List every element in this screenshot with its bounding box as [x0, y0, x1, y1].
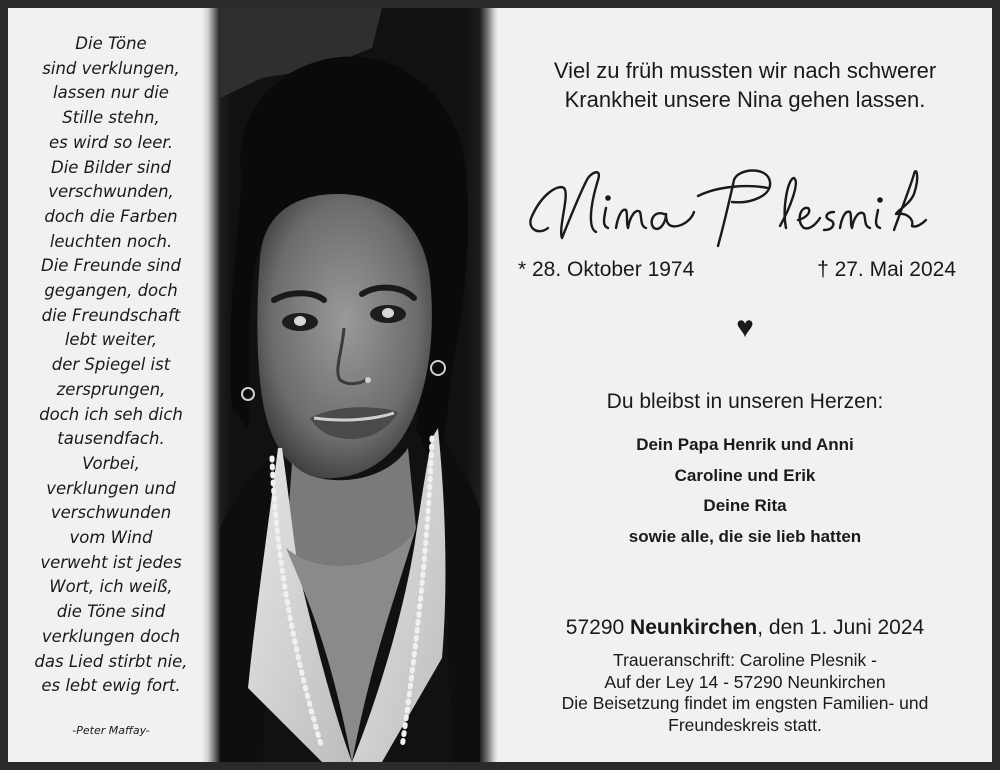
poem-line: leuchten noch.	[49, 231, 173, 251]
poem-line: lassen nur die	[53, 83, 169, 103]
address-line: Freundeskreis statt.	[668, 714, 822, 735]
obituary-card	[8, 8, 992, 762]
poem-line: verweht ist jedes	[40, 552, 182, 572]
poem-line: lebt weiter,	[64, 330, 158, 350]
address-line: Die Beisetzung findet im engsten Familien- und	[561, 693, 929, 713]
poem-line: Stille stehn,	[62, 108, 160, 128]
intro-text	[498, 56, 992, 114]
poem-line: sind verklungen,	[42, 58, 180, 78]
poem-line: vom Wind	[69, 528, 153, 548]
poem-line: es lebt ewig fort.	[41, 676, 181, 696]
remembrance-line: Du bleibst in unseren Herzen:	[606, 390, 884, 413]
mourner: Dein Papa Henrik und Anni	[636, 435, 854, 454]
poem	[22, 32, 200, 699]
address-line: Traueranschrift: Caroline Plesnik -	[613, 650, 877, 670]
address-block	[498, 650, 992, 736]
place-date-text: , den 1. Juni 2024	[757, 616, 925, 639]
name-signature	[518, 158, 938, 258]
poem-line: es wird so leer.	[49, 132, 173, 152]
mourner: Caroline und Erik	[674, 465, 816, 485]
poem-line: verklungen doch	[41, 626, 181, 646]
place-zip: 57290	[565, 616, 631, 639]
poem-line: Die Töne	[75, 34, 147, 53]
poem-line: verklungen und	[46, 478, 176, 498]
portrait-illustration	[202, 8, 498, 762]
heart-icon: ♥	[736, 311, 754, 344]
address-line: Auf der Ley 14 - 57290 Neunkirchen	[604, 671, 886, 692]
mourners-list	[498, 430, 992, 552]
poem-line: tausendfach.	[57, 429, 165, 449]
poem-line: die Freundschaft	[41, 305, 181, 325]
poem-line: der Spiegel ist	[51, 355, 171, 375]
poem-line: doch ich seh dich	[39, 404, 183, 424]
intro-line: Krankheit unsere Nina gehen lassen.	[564, 87, 926, 112]
death-date: † 27. Mai 2024	[817, 258, 956, 281]
poem-line: verschwunden,	[48, 182, 174, 202]
poem-line: Vorbei,	[82, 453, 140, 473]
mourner: Deine Rita	[703, 496, 787, 515]
poem-line: doch die Farben	[44, 206, 178, 226]
poem-line: das Lied stirbt nie,	[34, 651, 188, 671]
portrait-photo	[202, 8, 498, 762]
poem-line: Die Bilder sind	[51, 157, 171, 177]
poem-line: gegangen, doch	[44, 281, 178, 301]
poem-line: verschwunden	[50, 503, 172, 523]
poem-line: die Töne sind	[56, 602, 166, 622]
poem-line: Wort, ich weiß,	[49, 577, 173, 597]
place-city: Neunkirchen	[630, 616, 758, 639]
birth-date: * 28. Oktober 1974	[518, 258, 695, 281]
poem-line: Die Freunde sind	[40, 256, 181, 276]
poem-line: zersprungen,	[56, 379, 166, 399]
poem-author: -Peter Maffay-	[72, 724, 150, 737]
notice-panel	[498, 8, 992, 762]
place-date	[498, 616, 992, 640]
intro-line: Viel zu früh mussten wir nach schwerer	[553, 58, 937, 83]
mourner: sowie alle, die sie lieb hatten	[628, 526, 862, 546]
